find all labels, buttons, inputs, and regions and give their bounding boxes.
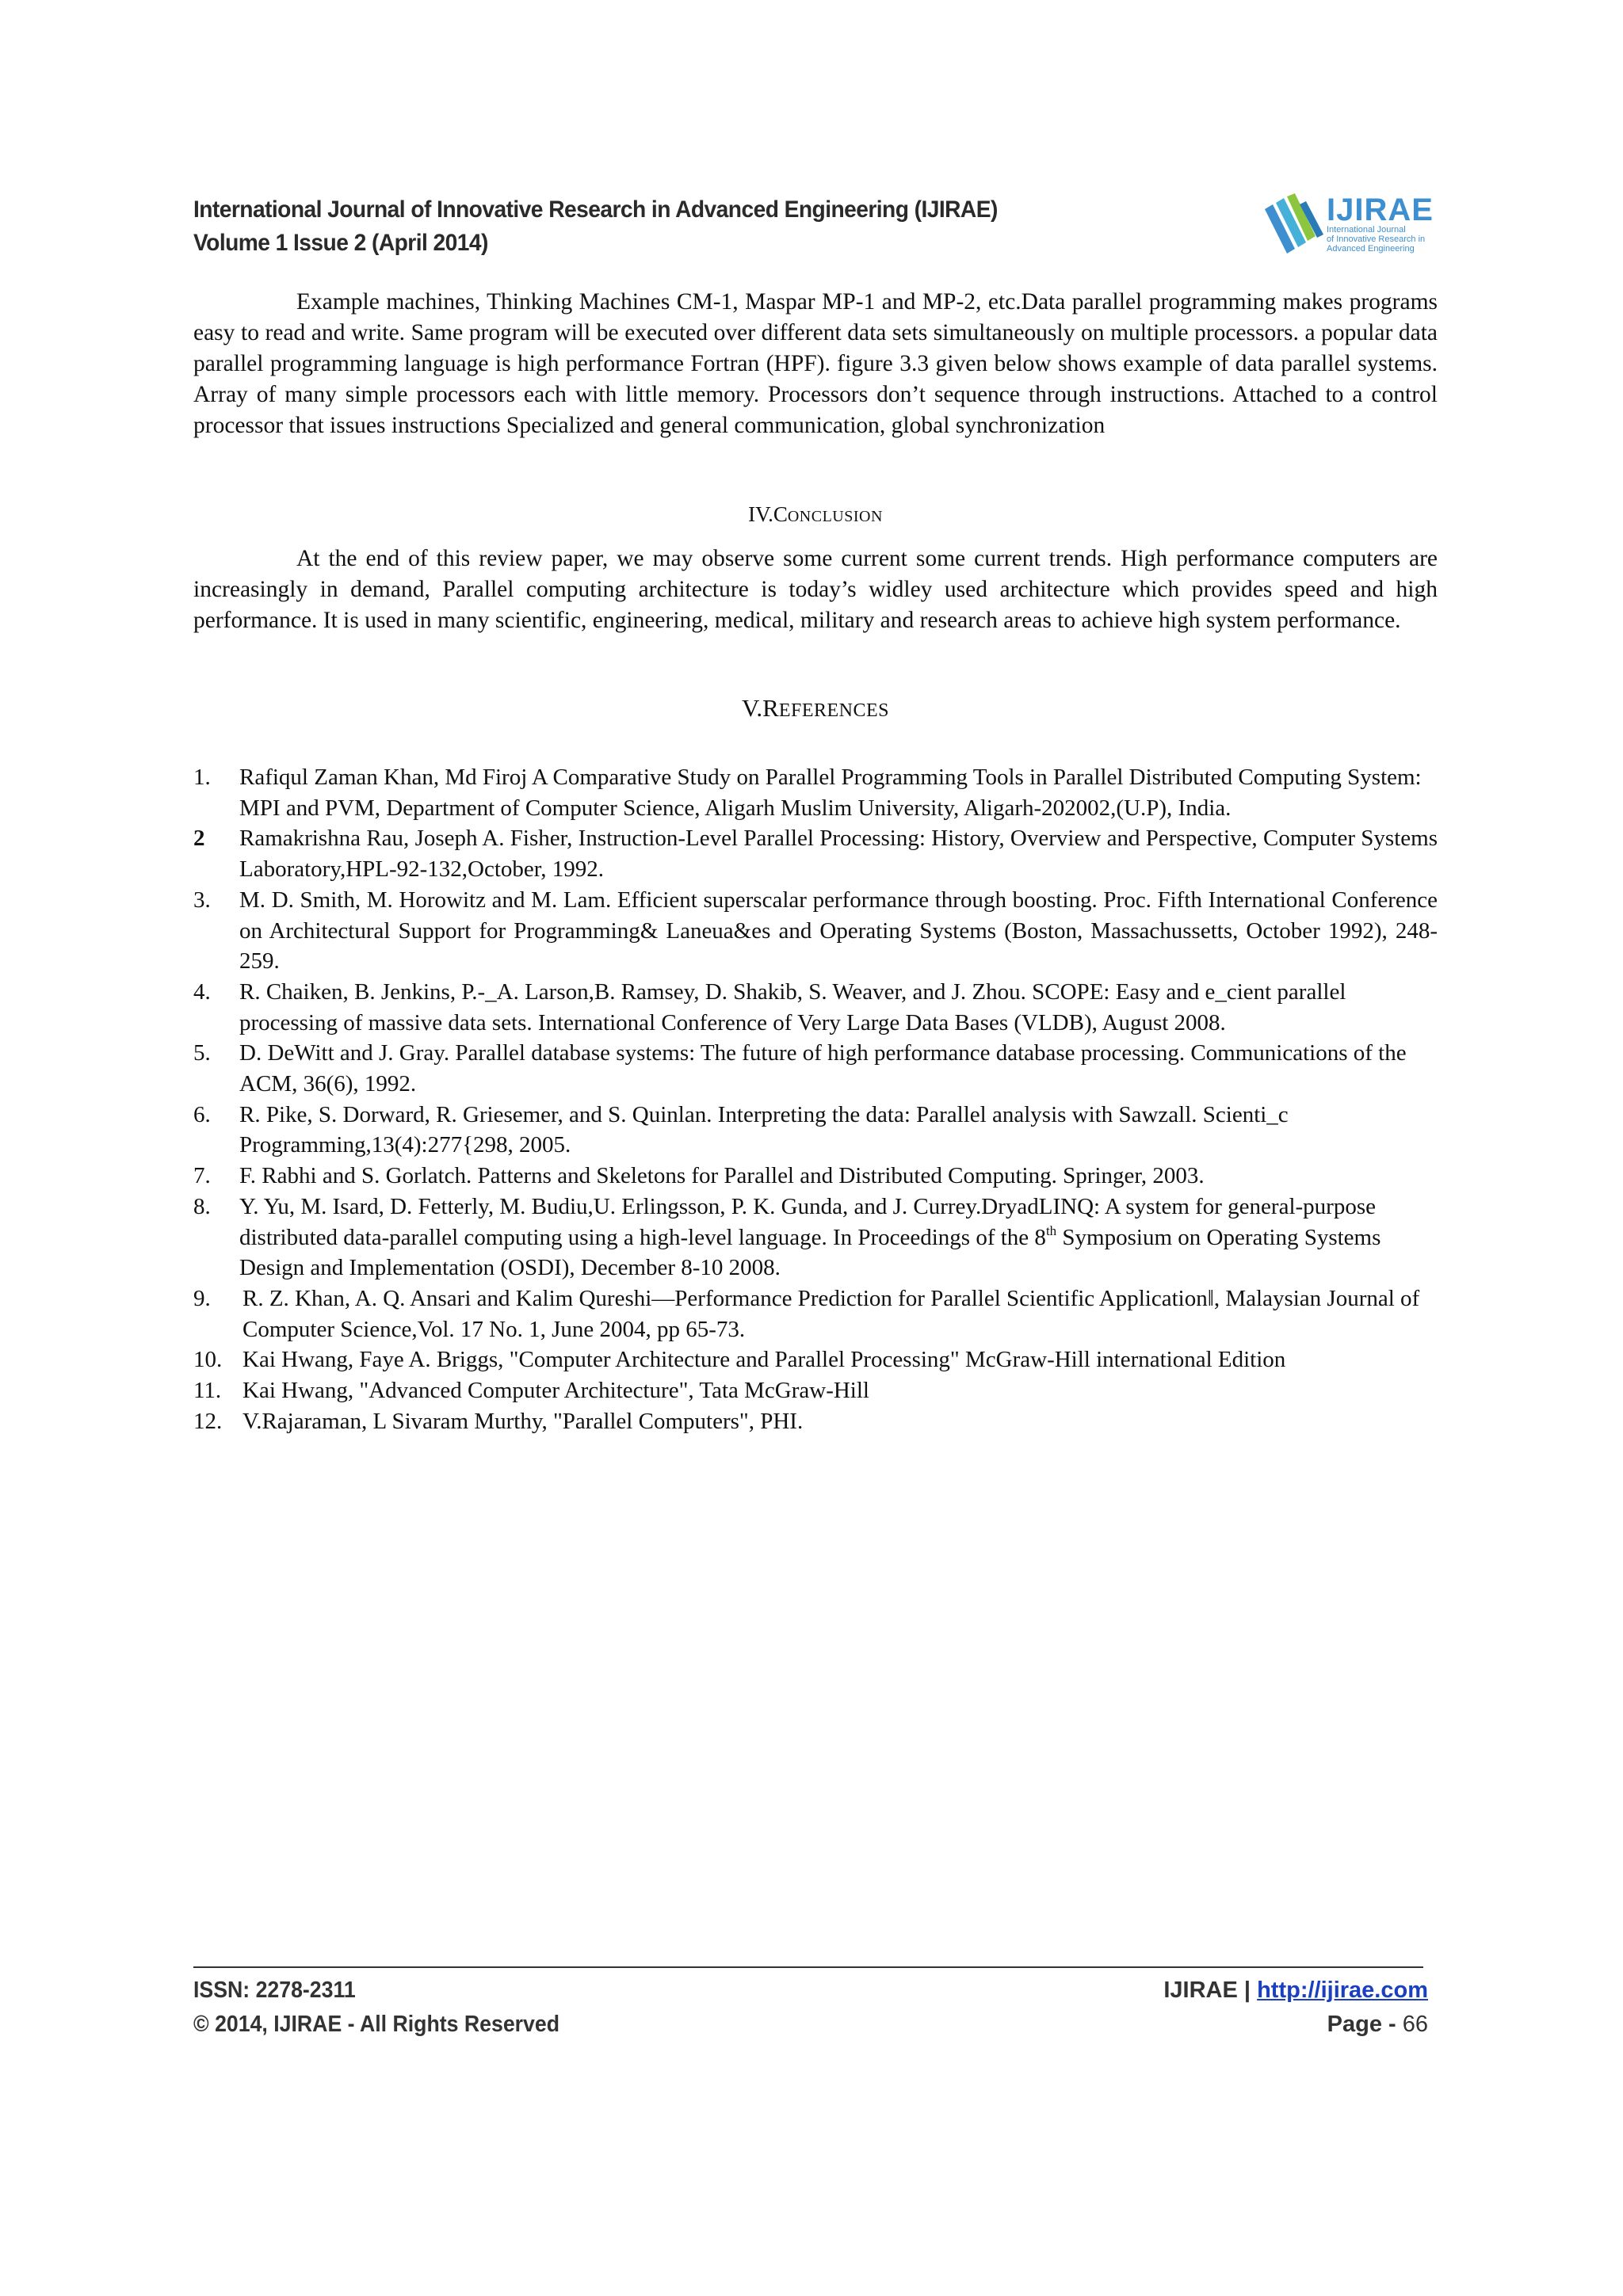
logo-subtitle-line1: International Journal (1327, 225, 1406, 235)
journal-title: International Journal of Innovative Research in Advanced Engineering (IJIRAE) (193, 196, 998, 223)
body-paragraph-data-parallel: Example machines, Thinking Machines CM-1, Maspar MP-1 and MP-2, etc.Data parallel programming makes programs easy to read and write. Same program will be executed over different data sets simultaneously on multiple processors. a popular data parallel programming language is high performance Fortran (HPF). figure 3.3 given below shows example of data parallel systems. Array of many simple processors each with little memory. Processors don’t sequence through instructions. Attached to a control processor that issues instructions Specialized and general communication, global synchronization (193, 289, 1438, 438)
reference-text: Kai Hwang, "Advanced Computer Architecture", Tata McGraw-Hill (242, 1378, 869, 1404)
reference-number: 2 (193, 826, 205, 852)
reference-text: R. Pike, S. Dorward, R. Griesemer, and S. Quinlan. Interpreting the data: Parallel analysis with Sawzall. Scienti_c Programming,13(4):277{298, 2005. (239, 1101, 1289, 1158)
reference-text: Ramakrishna Rau, Joseph A. Fisher, Instruction-Level Parallel Processing: History, Overview and Perspective, Computer Systems Laboratory,HPL-92-132,October, 1992. (239, 826, 1438, 883)
reference-text: R. Chaiken, B. Jenkins, P.-_A. Larson,B. Ramsey, D. Shakib, S. Weaver, and J. Zhou. SCOPE: Easy and e_cient parallel processing of massive data sets. International Conference of Very Large Data Bases (VLDB), August 2008. (239, 978, 1346, 1035)
footer-page (1327, 2010, 1428, 2039)
footer-site-label: IJIRAE | (1163, 1978, 1258, 2003)
reference-text: M. D. Smith, M. Horowitz and M. Lam. Efficient superscalar performance through boosting. Proc. Fifth International Conference on Architectural Support for Programming& Laneua&es and Operating Systems (Boston, Massachussetts, October 1992), 248-259. (239, 887, 1438, 974)
footer-site (1163, 1976, 1428, 2004)
conclusion-heading-rest: ONCLUSION (787, 508, 883, 525)
logo-stripes-icon (1263, 193, 1327, 255)
logo-subtitle-line3: Advanced Engineering (1327, 244, 1415, 254)
reference-item (193, 762, 1438, 823)
reference-item (193, 1283, 1438, 1344)
reference-item (193, 1192, 1438, 1283)
references-heading-rest: EFERENCES (778, 700, 889, 721)
reference-text: R. Z. Khan, A. Q. Ansari and Kalim Qureshi―Performance Prediction for Parallel Scientific Application‖, Malaysian Journal of Computer Science,Vol. 17 No. 1, June 2004, pp 65-73. (242, 1285, 1420, 1342)
reference-item (193, 823, 1438, 884)
footer-issn: ISSN: 2278-2311 (193, 1978, 356, 2003)
reference-superscript: th (1045, 1222, 1057, 1238)
reference-number: 1. (193, 765, 211, 790)
reference-number: 5. (193, 1040, 211, 1066)
ijirae-logo (1263, 193, 1438, 255)
reference-number: 8. (193, 1193, 211, 1219)
reference-number: 12. (193, 1408, 223, 1434)
footer-divider (193, 1966, 1423, 1968)
conclusion-heading-prefix: IV.C (748, 502, 788, 526)
reference-text: V.Rajaraman, L Sivaram Murthy, "Parallel Computers", PHI. (242, 1408, 804, 1434)
reference-item (193, 1344, 1438, 1375)
logo-wordmark: IJIRAE (1327, 193, 1434, 227)
footer-copyright: © 2014, IJIRAE - All Rights Reserved (193, 2012, 560, 2037)
reference-item (193, 1100, 1438, 1161)
references-list (193, 762, 1438, 1436)
reference-text: D. DeWitt and J. Gray. Parallel database systems: The future of high performance database processing. Communications of the ACM, 36(6), 1992. (239, 1040, 1407, 1097)
body-paragraph-conclusion: At the end of this review paper, we may observe some current some current trends. High performance computers are increasingly in demand, Parallel computing architecture is today’s widley used architecture which provides speed and high performance. It is used in many scientific, engineering, medical, military and research areas to achieve high system performance. (193, 546, 1438, 633)
section-heading-references (193, 694, 1438, 723)
reference-number: 11. (193, 1378, 222, 1404)
footer-site-link[interactable]: http://ijirae.com (1257, 1978, 1428, 2003)
reference-number: 10. (193, 1347, 223, 1373)
page-number: 66 (1402, 2012, 1428, 2037)
reference-item (193, 1406, 1438, 1437)
reference-number: 6. (193, 1101, 211, 1127)
reference-item (193, 977, 1438, 1038)
journal-volume: Volume 1 Issue 2 (April 2014) (193, 230, 488, 256)
reference-item (193, 1038, 1438, 1099)
reference-item (193, 885, 1438, 977)
page-header (193, 195, 1438, 266)
reference-number: 9. (193, 1285, 211, 1311)
reference-number: 7. (193, 1163, 211, 1189)
footer-page-label: Page - (1327, 2012, 1403, 2037)
reference-number: 3. (193, 887, 211, 913)
logo-subtitle-line2: of Innovative Research in (1327, 235, 1426, 244)
section-heading-conclusion (193, 502, 1438, 527)
reference-item (193, 1161, 1438, 1192)
reference-number: 4. (193, 978, 211, 1005)
reference-text-part2: Symposium on Operating Systems Design and Implementation (OSDI), December 8-10 2008. (239, 1224, 1381, 1281)
references-heading-prefix: V.R (741, 694, 779, 722)
reference-text: F. Rabhi and S. Gorlatch. Patterns and Skeletons for Parallel and Distributed Computing. Springer, 2003. (239, 1163, 1205, 1189)
reference-text: Rafiqul Zaman Khan, Md Firoj A Comparative Study on Parallel Programming Tools in Parallel Distributed Computing System: MPI and PVM, Department of Computer Science, Aligarh Muslim University, Aligarh-202002,(U.P), India. (239, 765, 1422, 821)
reference-item (193, 1375, 1438, 1406)
reference-text-part1: Y. Yu, M. Isard, D. Fetterly, M. Budiu,U. Erlingsson, P. K. Gunda, and J. Currey.DryadLINQ: A system for general-purpose distributed data-parallel computing using a high-level language. In Proceedings of the 8 (239, 1193, 1376, 1250)
reference-text: Kai Hwang, Faye A. Briggs, "Computer Architecture and Parallel Processing" McGraw-Hill international Edition (242, 1347, 1286, 1373)
